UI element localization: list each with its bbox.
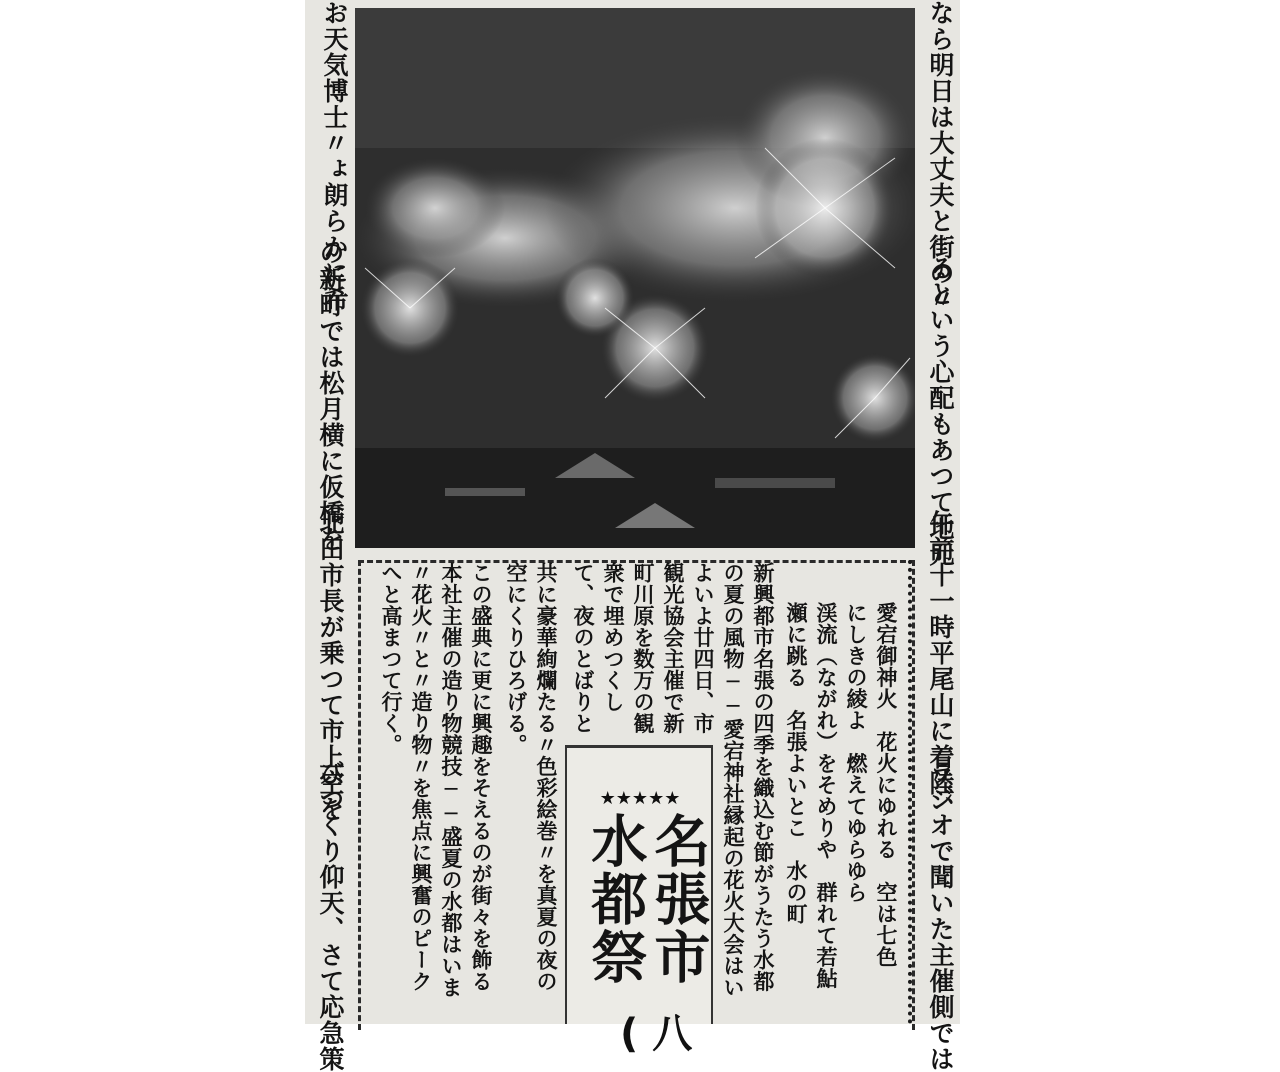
right-column-4: ラジオで聞いた主催側では <box>926 760 955 1072</box>
poem-line-3: 渓流（ながれ）をそめりや 群れて若鮎 <box>814 602 838 989</box>
body-line-8: 共に豪華絢爛たる〃色彩絵巻〃を真夏の夜の <box>534 562 558 992</box>
body-line-9: 空にくりひろげる。 <box>504 562 528 756</box>
body-line-13: へと高まつて行く。 <box>379 562 403 756</box>
left-column-1: お天気博士〃ょ朗らかに希 <box>320 0 349 312</box>
body-line-10: この盛典に更に興趣をそえるのが街々を飾る <box>469 562 493 992</box>
left-column-2: の新町では松月横に仮橋を <box>316 240 345 552</box>
title-stars: ★★★★★ <box>599 788 681 809</box>
right-column-1: なら明日は大丈夫と街の〃 <box>926 0 955 312</box>
body-line-7: て、夜のとばりと <box>571 562 595 734</box>
body-line-2: の夏の風物──愛宕神社縁起の花火大会はい <box>721 562 745 998</box>
poem-line-1: 愛宕御神火 花火にゆれる 空は七色 <box>874 602 898 968</box>
title-line-2: 水都祭 <box>582 812 648 986</box>
left-column-4: びつくり仰天、さて応急策 <box>316 760 345 1072</box>
body-line-11: 本社主催の造り物競技──盛夏の水都はいま <box>439 562 463 998</box>
right-column-3: 午前十一時平尾山に着陸、 <box>926 510 955 822</box>
body-line-4: 観光協会主催で新 <box>661 562 685 734</box>
poem-line-2: にしきの綾よ 燃えてゆらゆら <box>844 602 868 903</box>
title-line-1: 名張市 <box>645 812 711 986</box>
poem-line-4: 瀬に跳る 名張よいとこ 水の町 <box>784 602 808 925</box>
body-line-1: 新興都市名張の四季を織込む節がうたう水都 <box>751 562 775 992</box>
body-line-12: 〃花火〃と〃造り物〃を焦点に興奮のピーク <box>409 562 433 992</box>
right-column-2: るという心配もあつて地元 <box>926 255 955 567</box>
title-continued: ( 八 <box>620 1011 693 1057</box>
body-line-3: よいよ廿四日、市 <box>691 562 715 734</box>
fireworks-image <box>355 8 915 548</box>
fireworks-photo <box>355 8 915 548</box>
body-line-6: 衆で埋めつくし <box>601 562 625 713</box>
left-column-3: 北田市長が乗つて市上空を <box>316 510 345 822</box>
article-border-right <box>908 560 912 1024</box>
body-line-5: 町川原を数万の観 <box>631 562 655 734</box>
